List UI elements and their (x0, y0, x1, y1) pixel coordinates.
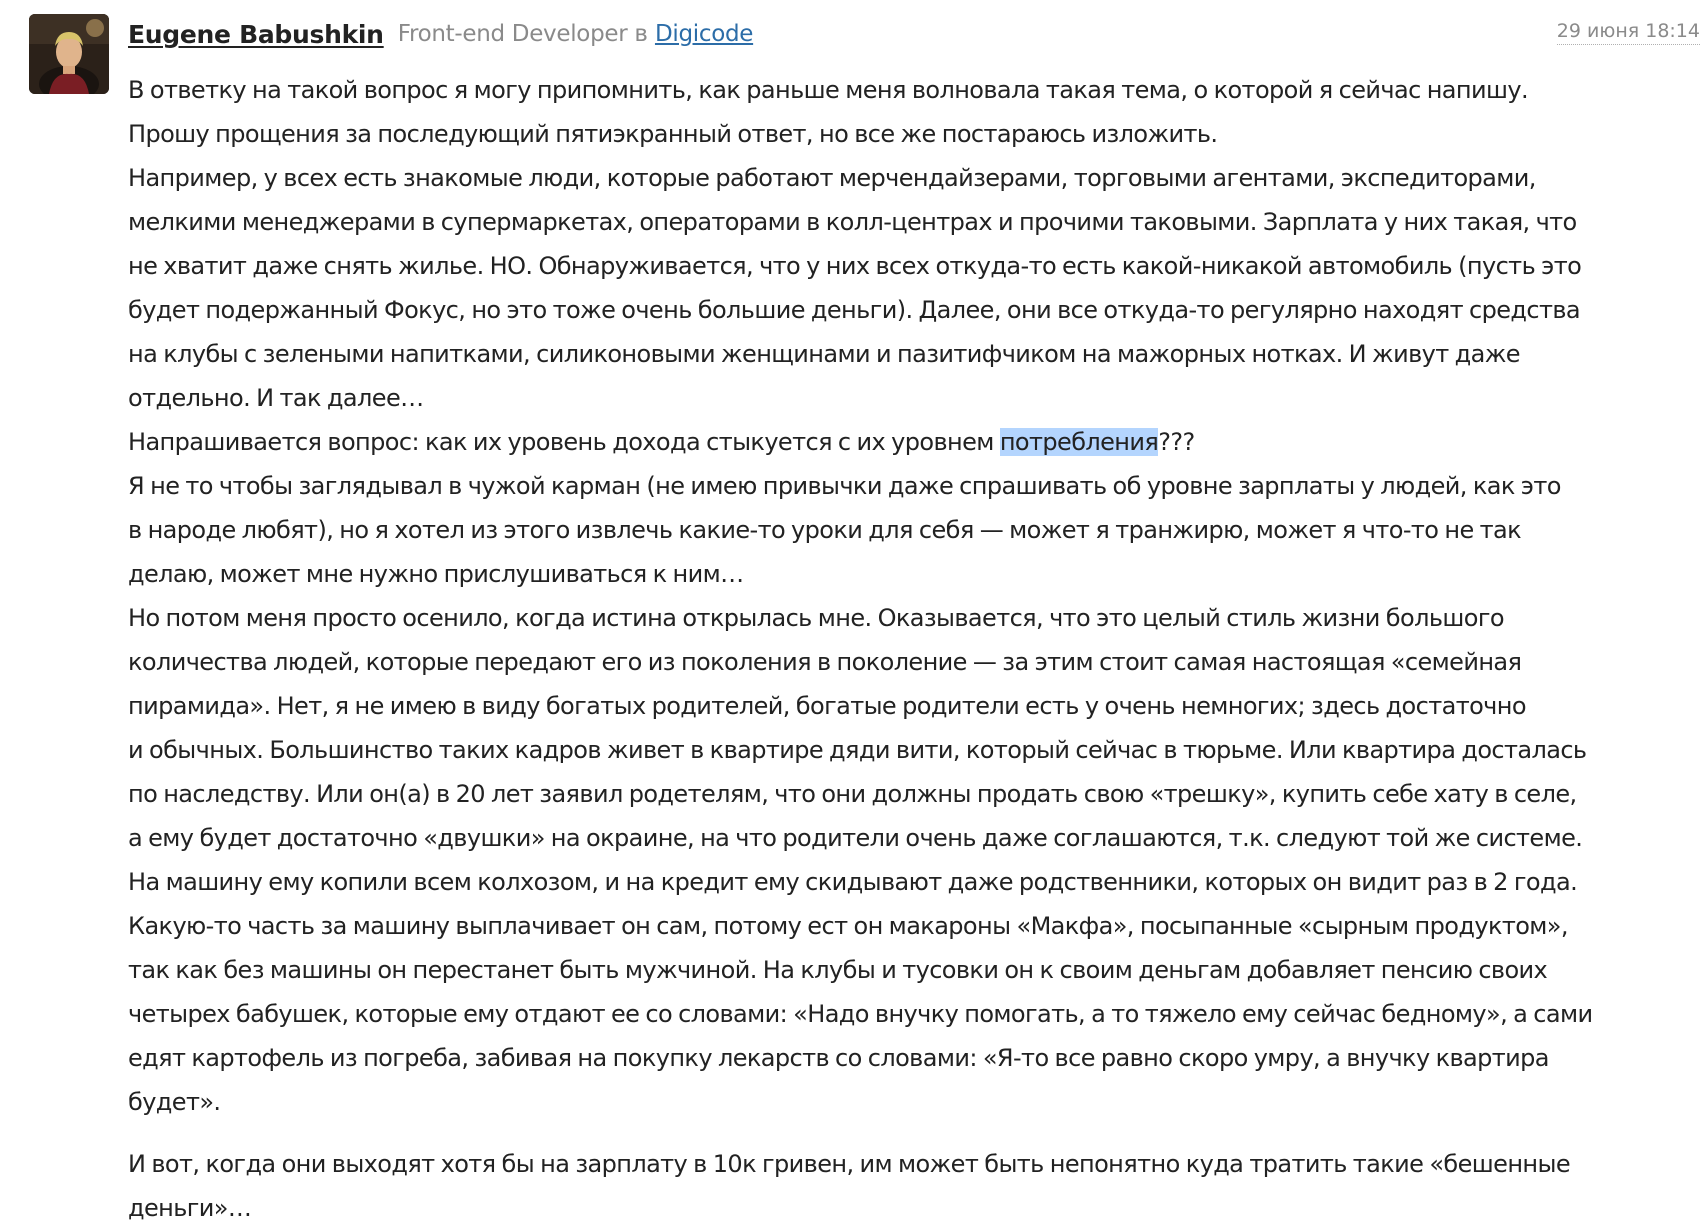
text-line: на клубы с зелеными напитками, силиконовыми женщинами и пазитифчиком на мажорных нотках. И живут даже (128, 340, 1520, 368)
text-line: а ему будет достаточно «двушки» на окраине, на что родители очень даже соглашаются, т.к. следуют той же системе. (128, 824, 1583, 852)
text-line-question (128, 420, 1700, 464)
text-line: пирамида». Нет, я не имею в виду богатых родителей, богатые родители есть у очень немногих; здесь достаточно (128, 692, 1526, 720)
author-avatar[interactable] (29, 14, 109, 94)
user-avatar-icon (29, 14, 109, 94)
text-line: В ответку на такой вопрос я могу припомнить, как раньше меня волновала такая тема, о которой я сейчас напишу. (128, 76, 1528, 104)
text-line: Прошу прощения за последующий пятиэкранный ответ, но все же постараюсь изложить. (128, 120, 1218, 148)
text-line: четырех бабушек, которые ему отдают ее со словами: «Надо внучку помогать, а то тяжело ему сейчас бедному», а сами (128, 1000, 1593, 1028)
author-role: Front-end Developer (397, 21, 628, 47)
paragraph-gap (128, 1124, 1700, 1142)
text-line: На машину ему копили всем колхозом, и на кредит ему скидывают даже родственники, которых он видит раз в 2 года. (128, 868, 1578, 896)
text-line: в народе любят), но я хотел из этого извлечь какие-то уроки для себя — может я транжирю, может я что-то не так (128, 516, 1522, 544)
text-line: Например, у всех есть знакомые люди, которые работают мерчендайзерами, торговыми агентами, экспедиторами, (128, 164, 1536, 192)
text-line: Я не то чтобы заглядывал в чужой карман (не имею привычки даже спрашивать об уровне зарплаты у людей, как это (128, 472, 1561, 500)
question-text: Напрашивается вопрос: как их уровень дохода стыкуется с их уровнем (128, 428, 1000, 456)
text-line: делаю, может мне нужно прислушиваться к ним… (128, 560, 744, 588)
author-name-link[interactable]: Eugene Babushkin (128, 19, 384, 49)
text-line: деньги»… (128, 1194, 252, 1222)
text-line: так как без машины он перестанет быть мужчиной. На клубы и тусовки он к своим деньгам добавляет пенсию своих (128, 956, 1548, 984)
text-line: И вот, когда они выходят хотя бы на зарплату в 10к гривен, им может быть непонятно куда тратить такие «бешенные (128, 1150, 1571, 1178)
text-line: будет подержанный Фокус, но это тоже очень большие деньги). Далее, они все откуда-то регулярно находят средства (128, 296, 1581, 324)
text-line: Но потом меня просто осенило, когда истина открылась мне. Оказывается, что это целый стиль жизни большого (128, 604, 1504, 632)
comment-header (128, 14, 753, 54)
text-line: мелкими менеджерами в супермаркетах, операторами в колл-центрах и прочими таковыми. Зарплата у них такая, что (128, 208, 1577, 236)
text-line: едят картофель из погреба, забивая на покупку лекарств со словами: «Я-то все равно скоро умру, а внучку квартира (128, 1044, 1549, 1072)
comment-body (128, 68, 1700, 1230)
selected-word: потребления (999, 428, 1159, 456)
text-line: количества людей, которые передают его из поколения в поколение — за этим стоит самая настоящая «семейная (128, 648, 1522, 676)
text-line: не хватит даже снять жилье. НО. Обнаруживается, что у них всех откуда-то есть какой-никакой автомобиль (пусть это (128, 252, 1582, 280)
text-line: отдельно. И так далее… (128, 384, 424, 412)
text-line: по наследству. Или он(а) в 20 лет заявил родетелям, что они должны продать свою «трешку», купить себе хату в селе, (128, 780, 1577, 808)
question-marks: ??? (1158, 428, 1195, 456)
role-separator: в (634, 21, 648, 47)
text-line: и обычных. Большинство таких кадров живет в квартире дяди вити, который сейчас в тюрьме. Или квартира досталась (128, 736, 1587, 764)
text-line: будет». (128, 1088, 221, 1116)
company-link[interactable]: Digicode (654, 21, 754, 47)
comment-timestamp[interactable]: 29 июня 18:14 (1557, 20, 1700, 45)
text-line: Какую-то часть за машину выплачивает он сам, потому ест он макароны «Макфа», посыпанные «сырным продуктом», (128, 912, 1568, 940)
